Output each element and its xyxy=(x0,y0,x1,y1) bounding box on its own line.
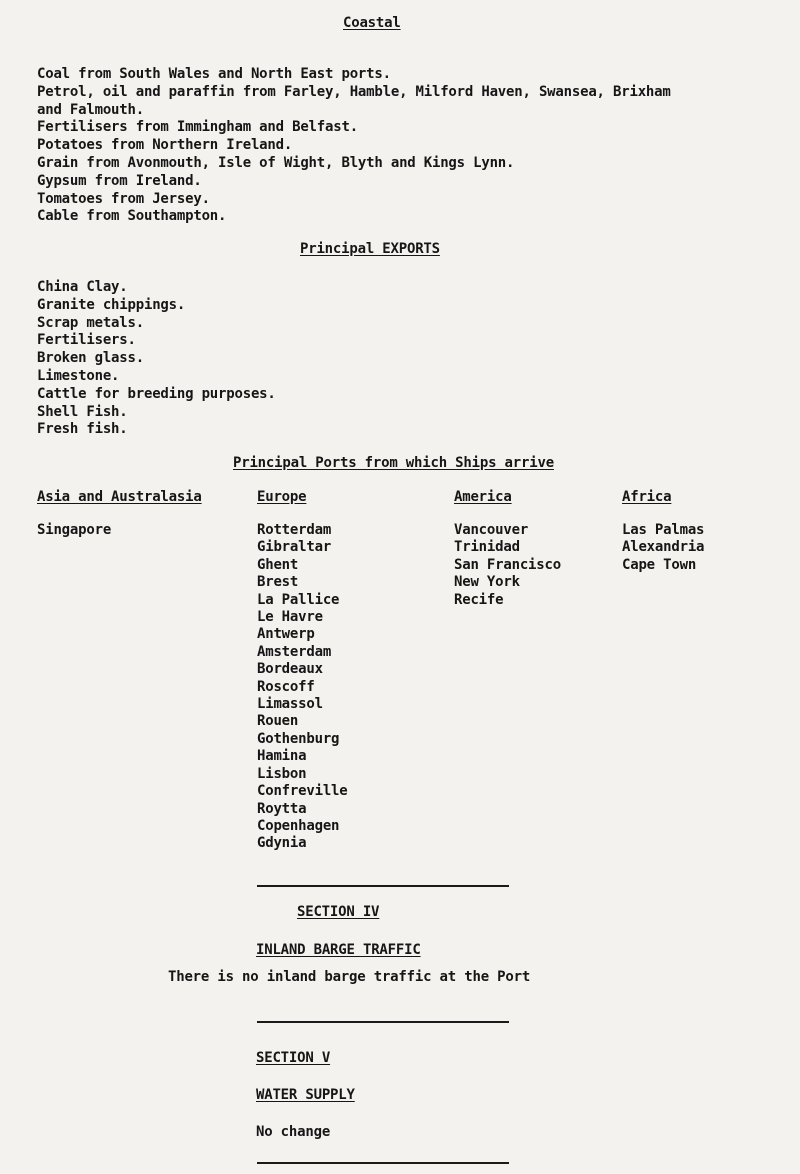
port-item: Rouen xyxy=(257,713,299,730)
section4-body: There is no inland barge traffic at the Port xyxy=(168,969,531,985)
port-item: Bordeaux xyxy=(257,661,323,678)
port-item: Trinidad xyxy=(454,539,520,556)
port-item: Gibraltar xyxy=(257,539,332,556)
port-item: Gdynia xyxy=(257,835,307,852)
port-item: Las Palmas xyxy=(622,522,705,538)
imports-line: Coal from South Wales and North East ports. xyxy=(37,66,391,82)
port-item: Alexandria xyxy=(622,539,705,556)
port-item: Limassol xyxy=(257,696,323,713)
port-item: La Pallice xyxy=(257,591,340,608)
ports-heading: Principal Ports from which Ships arrive xyxy=(233,455,554,471)
imports-line: Gypsum from Ireland. xyxy=(37,172,202,189)
exports-line: Fresh fish. xyxy=(37,421,128,438)
port-item: Hamina xyxy=(257,748,307,765)
section5-subtitle: WATER SUPPLY xyxy=(256,1087,355,1103)
asia-ports-list xyxy=(37,522,111,539)
port-item: Gothenburg xyxy=(257,730,340,747)
port-item: New York xyxy=(454,574,520,591)
exports-list xyxy=(37,279,276,439)
exports-line: Scrap metals. xyxy=(37,314,144,331)
exports-line: Shell Fish. xyxy=(37,403,128,420)
port-item: Singapore xyxy=(37,522,112,538)
column-header-africa: Africa xyxy=(622,489,672,505)
port-item: San Francisco xyxy=(454,556,561,573)
port-item: Roytta xyxy=(257,800,307,817)
port-item: Antwerp xyxy=(257,626,315,643)
imports-line: Petrol, oil and paraffin from Farley, Hamble, Milford Haven, Swansea, Brixham xyxy=(37,83,671,100)
america-ports-list xyxy=(454,522,561,609)
imports-line: Potatoes from Northern Ireland. xyxy=(37,137,293,154)
port-item: Vancouver xyxy=(454,522,529,538)
port-item: Roscoff xyxy=(257,678,315,695)
imports-line: and Falmouth. xyxy=(37,101,144,118)
port-item: Confreville xyxy=(257,783,348,800)
port-item: Amsterdam xyxy=(257,643,332,660)
europe-ports-list xyxy=(257,522,348,853)
port-item: Rotterdam xyxy=(257,522,332,538)
section5-body: No change xyxy=(256,1124,331,1140)
port-item: Lisbon xyxy=(257,765,307,782)
exports-line: Granite chippings. xyxy=(37,296,186,313)
exports-line: China Clay. xyxy=(37,279,128,295)
column-header-europe: Europe xyxy=(257,489,307,505)
port-item: Cape Town xyxy=(622,556,697,573)
page-heading: Coastal xyxy=(343,15,401,31)
exports-line: Limestone. xyxy=(37,367,120,384)
port-item: Copenhagen xyxy=(257,817,340,834)
section4-title: SECTION IV xyxy=(297,904,380,920)
exports-line: Broken glass. xyxy=(37,350,144,367)
section-divider xyxy=(257,1021,509,1023)
exports-heading: Principal EXPORTS xyxy=(300,241,440,257)
port-item: Ghent xyxy=(257,556,299,573)
imports-line: Grain from Avonmouth, Isle of Wight, Blyth and Kings Lynn. xyxy=(37,154,515,171)
section-divider xyxy=(257,885,509,887)
section5-title: SECTION V xyxy=(256,1050,331,1066)
column-header-america: America xyxy=(454,489,512,505)
port-item: Brest xyxy=(257,574,299,591)
africa-ports-list xyxy=(622,522,704,574)
port-item: Le Havre xyxy=(257,609,323,626)
exports-line: Fertilisers. xyxy=(37,332,136,349)
imports-line: Fertilisers from Immingham and Belfast. xyxy=(37,119,358,136)
exports-line: Cattle for breeding purposes. xyxy=(37,385,276,402)
imports-line: Tomatoes from Jersey. xyxy=(37,190,210,207)
port-item: Recife xyxy=(454,591,504,608)
imports-line: Cable from Southampton. xyxy=(37,208,227,225)
imports-list xyxy=(37,66,671,226)
section-divider xyxy=(257,1162,509,1164)
section4-subtitle: INLAND BARGE TRAFFIC xyxy=(256,942,421,958)
column-header-asia: Asia and Australasia xyxy=(37,489,202,505)
